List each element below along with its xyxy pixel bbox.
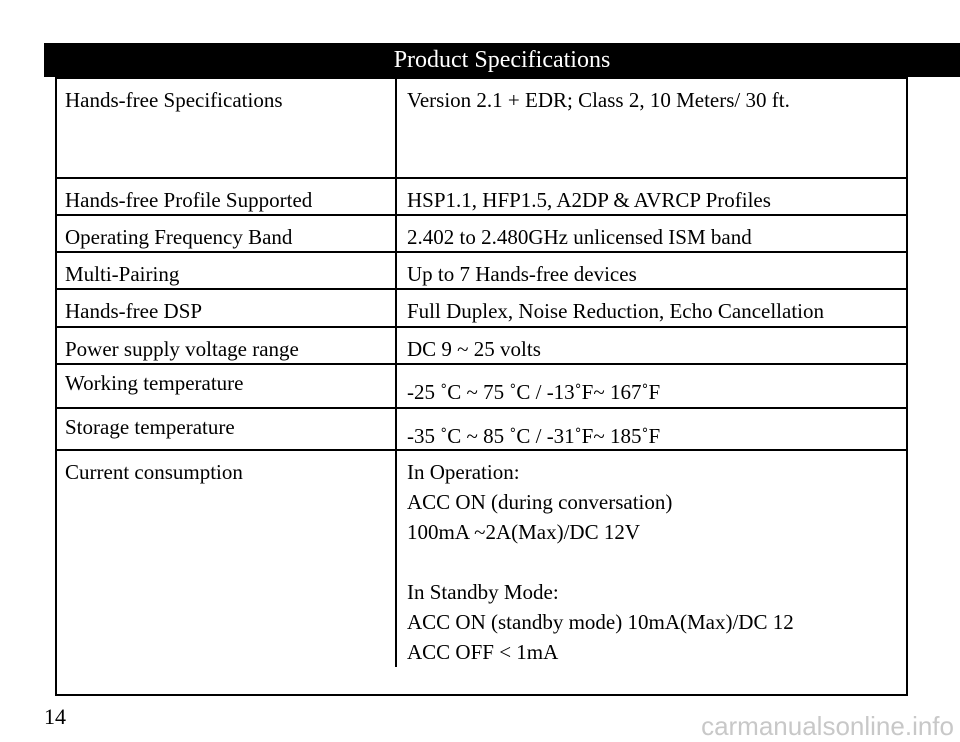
table-row: [57, 216, 906, 253]
spec-label: Multi-Pairing: [57, 253, 397, 288]
page-title: Product Specifications: [44, 43, 960, 77]
spec-label: Current consumption: [57, 451, 397, 667]
spec-label: Operating Frequency Band: [57, 216, 397, 251]
spec-value: Up to 7 Hands-free devices: [407, 262, 637, 286]
spec-value-line: ACC OFF < 1mA: [407, 640, 559, 664]
spec-value-multiline: [397, 451, 906, 667]
spec-label: Hands-free DSP: [57, 290, 397, 326]
spec-label: Hands-free Profile Supported: [57, 179, 397, 214]
page-number: 14: [44, 704, 66, 729]
table-row: [57, 179, 906, 216]
spec-value-line: ACC ON (during conversation): [407, 490, 673, 514]
watermark: carmanualsonline.info: [701, 711, 954, 741]
table-row: [57, 79, 906, 179]
spec-value-line: In Standby Mode:: [407, 580, 559, 604]
spec-label: Working temperature: [57, 365, 397, 407]
spec-value-line: [407, 547, 906, 577]
spec-value-line: In Operation:: [407, 460, 520, 484]
spec-label: Storage temperature: [57, 409, 397, 449]
spec-value: Version 2.1 + EDR; Class 2, 10 Meters/ 30 ft.: [407, 88, 790, 112]
spec-value: -25 ˚C ~ 75 ˚C / -13˚F~ 167˚F: [407, 380, 661, 404]
spec-value-line: ACC ON (standby mode) 10mA(Max)/DC 12: [407, 610, 794, 634]
spec-value: Full Duplex, Noise Reduction, Echo Cancellation: [407, 299, 825, 323]
table-row: [57, 409, 906, 451]
spec-value: -35 ˚C ~ 85 ˚C / -31˚F~ 185˚F: [407, 424, 661, 448]
table-row: [57, 328, 906, 365]
spec-value: DC 9 ~ 25 volts: [407, 337, 541, 361]
spec-value-line: 100mA ~2A(Max)/DC 12V: [407, 520, 641, 544]
table-row: [57, 290, 906, 328]
table-row: [57, 451, 906, 667]
table-row: [57, 253, 906, 290]
spec-label: Power supply voltage range: [57, 328, 397, 363]
spec-table: [55, 77, 908, 696]
spec-value: HSP1.1, HFP1.5, A2DP & AVRCP Profiles: [407, 188, 771, 212]
table-row: [57, 365, 906, 409]
spec-value: 2.402 to 2.480GHz unlicensed ISM band: [407, 225, 752, 249]
spec-label: Hands-free Specifications: [57, 79, 397, 177]
